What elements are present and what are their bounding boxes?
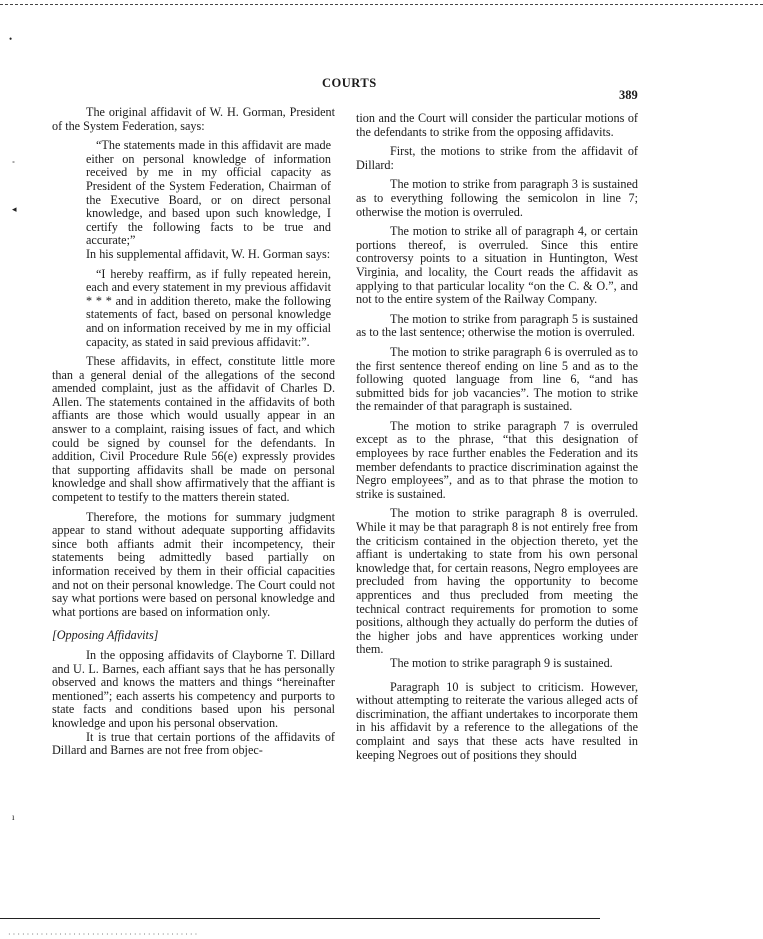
section-heading: [Opposing Affidavits]: [52, 628, 159, 643]
paragraph: It is true that certain portions of the affidavits of Dillard and Barnes are not free from objec-: [52, 729, 335, 758]
paragraph: Paragraph 10 is subject to criticism. However, without attempting to reiterate the various alleged acts of discrimination, the affiant undertakes to incorporate them in his affidavit by a reference to the allegations of the complaint and says that these acts have resulted in keeping Negroes out of positions they should: [356, 679, 638, 762]
paragraph: The original affidavit of W. H. Gorman, President of the System Federation, says:: [52, 105, 335, 133]
paragraph: tion and the Court will consider the particular motions of the defendants to strike from the opposing affidavits.: [356, 111, 638, 139]
block-quote: “I hereby reaffirm, as if fully repeated herein, each and every statement in my previous affidavit * * * and in addition thereto, make the following statements of fact, based on personal knowledge and on information received by me in my official capacity, as stated in said previous affidavit:”.: [86, 266, 331, 349]
scan-bottom-rule: [0, 918, 600, 919]
left-column: [52, 106, 335, 758]
paragraph: Therefore, the motions for summary judgment appear to stand without adequate supporting affidavits since both affiants admit their incompetency, their statements being admittedly based partially on information received by them in their official capacities and not on their personal knowledge. The Court could not say what portions were based on personal knowledge and what portions are based on information only.: [52, 509, 335, 619]
margin-mark: ◂: [12, 204, 17, 214]
paragraph: The motion to strike paragraph 7 is overruled except as to the phrase, “that this designation of employees by race further enables the Federation and its member defendants to practice discrimination against the Negro employees”, and as to that phrase the motion to strike is sustained.: [356, 418, 638, 501]
paragraph: The motion to strike from paragraph 3 is sustained as to everything following the semicolon in line 7; otherwise the motion is overruled.: [356, 177, 638, 219]
paragraph: In his supplemental affidavit, W. H. Gorman says:: [86, 246, 331, 261]
paragraph: The motion to strike paragraph 8 is overruled. While it may be that paragraph 8 is not entirely free from the criticism contained in the objection thereto, yet the affiant is undertaking to state from his own personal knowledge that, for certain reasons, Negro employees are precluded from having the opportunity to become apprentices and thus precluded from meeting the technical contract requirements for promotion to some positions, although they actually do perform the duties of the higher jobs and have apprentices working under them.: [356, 506, 638, 657]
paragraph: The motion to strike paragraph 9 is sustained.: [390, 655, 613, 670]
block-quote: “The statements made in this affidavit are made either on personal knowledge of information received by me in my official capacity as President of the System Federation, Chairman of the Executive Board, or on direct personal knowledge, and based upon such knowledge, I certify the following facts to be true and accurate;”: [86, 138, 331, 248]
running-head: COURTS: [322, 76, 377, 90]
paragraph: The motion to strike from paragraph 5 is sustained as to the last sentence; otherwise the motion is overruled.: [356, 311, 638, 340]
page-number: 389: [619, 88, 638, 102]
paragraph: The motion to strike all of paragraph 4, or certain portions thereof, is overruled. Since this entire controversy points to a situation in Huntington, West Virginia, and locality, the Court reads the affidavit as applying to that particular locality “on the C. & O.”, and not to the entire system of the Railway Company.: [356, 224, 638, 307]
paragraph: These affidavits, in effect, constitute little more than a general denial of the allegations of the second amended complaint, just as the affidavit of Charles D. Allen. The statements contained in the affidavits of both affiants are those which would usually appear in an answer to a complaint, raising issues of fact, and which could be signed by counsel for the defendants. In addition, Civil Procedure Rule 56(e) expressly provides that supporting affidavits shall be made on personal knowledge and shall show affirmatively that the affiant is competent to testify to the matters therein stated.: [52, 354, 335, 505]
paragraph: The motion to strike paragraph 6 is overruled as to the first sentence thereof ending on line 5 and as to the following quoted language from line 6, “and has submitted bids for job vacancies”. The motion to strike the remainder of that paragraph is sustained.: [356, 344, 638, 414]
paragraph: In the opposing affidavits of Clayborne T. Dillard and U. L. Barnes, each affiant says that he has personally observed and knows the matters and things “hereinafter mentioned”; each asserts his competency and purports to state facts and conditions based upon his personal knowledge and upon his personal observation.: [52, 647, 335, 730]
paragraph: First, the motions to strike from the affidavit of Dillard:: [356, 144, 638, 172]
margin-mark: ˚: [12, 160, 15, 170]
scan-top-border: [0, 4, 763, 5]
right-column: [356, 112, 638, 762]
margin-mark: •: [9, 34, 13, 44]
scan-bottom-marks: · · · · · · · · · · · · · · · · · · · · · · · · · · · · · · · · · · · · · · · · ·: [8, 930, 198, 939]
margin-mark: ı: [12, 812, 15, 822]
